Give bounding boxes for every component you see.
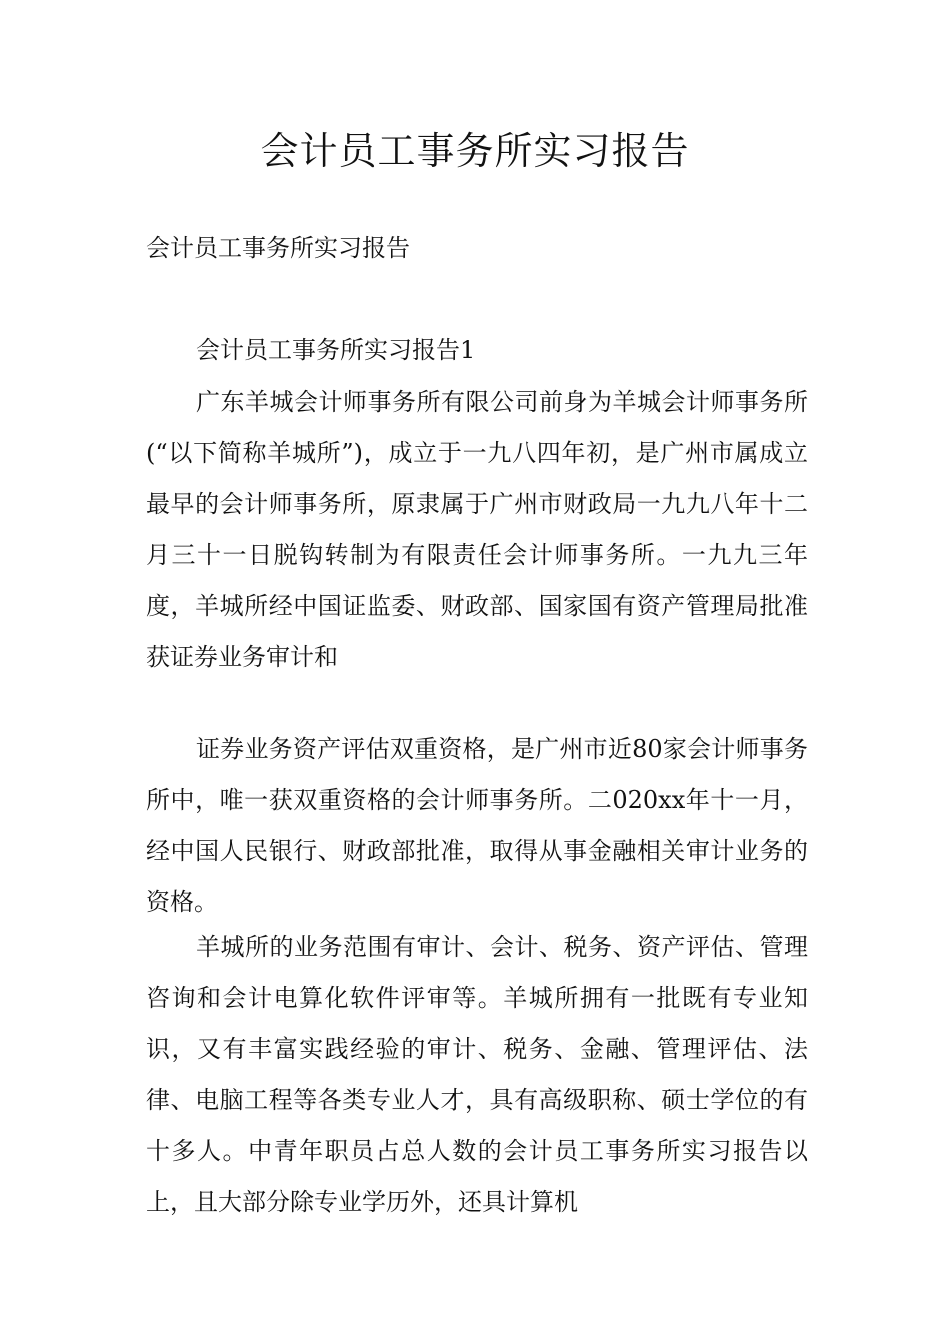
document-title: 会计员工事务所实习报告	[260, 129, 690, 173]
paragraph-1: 广东羊城会计师事务所有限公司前身为羊城会计师事务所(“以下简称羊城所”)，成立于一九八四年初，是广州市属成立最早的会计师事务所，原隶属于广州市财政局一九九八年十二月三十一日脱钩转制为有限责任会计师事务所。一九九三年度，羊城所经中国证监委、财政部、国家国有资产管理局批准获证券业务审计和	[146, 388, 808, 671]
section-heading: 会计员工事务所实习报告1	[196, 336, 476, 364]
paragraph-3: 羊城所的业务范围有审计、会计、税务、资产评估、管理咨询和会计电算化软件评审等。羊城所拥有一批既有专业知识，又有丰富实践经验的审计、税务、金融、管理评估、法律、电脑工程等各类专业人才，具有高级职称、硕士学位的有十多人。中青年职员占总人数的会计员工事务所实习报告以上，且大部分除专业学历外，还具计算机	[146, 933, 808, 1216]
paragraph-2: 证券业务资产评估双重资格，是广州市近80家会计师事务所中，唯一获双重资格的会计师事务所。二020xx年十一月，经中国人民银行、财政部批准，取得从事金融相关审计业务的资格。	[146, 735, 808, 916]
document-subtitle: 会计员工事务所实习报告	[146, 234, 410, 262]
